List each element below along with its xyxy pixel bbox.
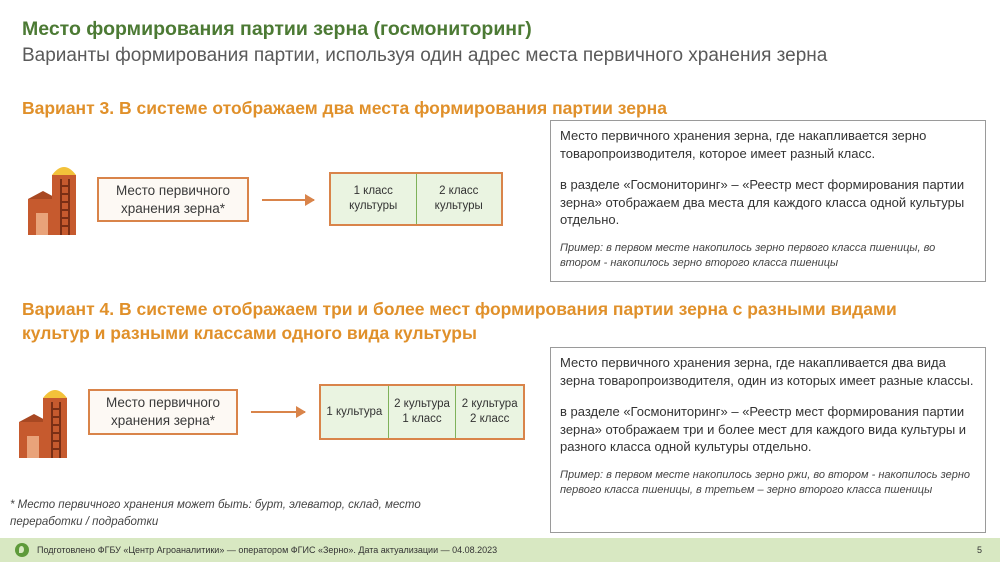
class-place-cell: 2 класс культуры <box>416 174 502 224</box>
description-paragraph: в разделе «Госмониторинг» – «Реестр мест формирования партии зерна» отображаем три и более мест для каждого вида культуры и разного класса одной культуры отдельно. <box>560 404 967 454</box>
description-paragraph: Место первичного хранения зерна, где накапливается зерно товаропроизводителя, которое имеет разный класс. <box>560 128 927 161</box>
page-number: 5 <box>976 545 982 555</box>
description-paragraph: в разделе «Госмониторинг» – «Реестр мест формирования партии зерна» отображаем два места для каждого класса одной культуры отдельно. <box>560 177 965 227</box>
grain-silo-icon <box>17 380 75 460</box>
footnote: * Место первичного хранения может быть: бурт, элеватор, склад, место переработки / подработки <box>10 499 421 528</box>
class-places-box <box>319 384 525 440</box>
class-places-box <box>329 172 503 226</box>
storage-place-box: Место первичного хранения зерна* <box>97 177 249 222</box>
agro-logo-icon <box>15 543 29 557</box>
example-text: Пример: в первом месте накопилось зерно первого класса пшеницы, во втором - накопилось зерно второго класса пшеницы <box>560 241 936 269</box>
description-paragraph: Место первичного хранения зерна, где накапливается два вида зерна товаропроизводителя, один из которых имеет разные классы. <box>560 355 974 388</box>
footer-text: Подготовлено ФГБУ «Центр Агроаналитики» — оператором ФГИС «Зерно». Дата актуализации — 04.08.2023 <box>37 545 498 555</box>
example-text: Пример: в первом месте накопилось зерно ржи, во втором - накопилось зерно первого класса пшеницы, в третьем – зерно второго класса пшеницы <box>560 468 971 496</box>
grain-silo-icon <box>26 157 84 237</box>
arrow-right-icon <box>251 411 305 413</box>
arrow-right-icon <box>262 199 314 201</box>
class-place-cell: 2 культура 1 класс <box>388 386 456 438</box>
page-subtitle: Варианты формирования партии, используя один адрес места первичного хранения зерна <box>22 45 828 66</box>
class-place-cell: 1 культура <box>326 405 383 418</box>
storage-place-box: Место первичного хранения зерна* <box>88 389 238 435</box>
class-place-cell: 1 класс культуры <box>349 185 398 212</box>
footer-bar <box>0 538 1000 562</box>
variant-3-heading: Вариант 3. В системе отображаем два места формирования партии зерна <box>22 98 667 118</box>
variant-3-description <box>550 120 986 282</box>
variant-4-heading: Вариант 4. В системе отображаем три и более мест формирования партии зерна с разными видами культур и разными классами одного вида культуры <box>22 299 897 343</box>
class-place-cell: 2 культура 2 класс <box>455 386 523 438</box>
variant-4-description <box>550 347 986 533</box>
page-title: Место формирования партии зерна (госмониторинг) <box>22 18 532 40</box>
